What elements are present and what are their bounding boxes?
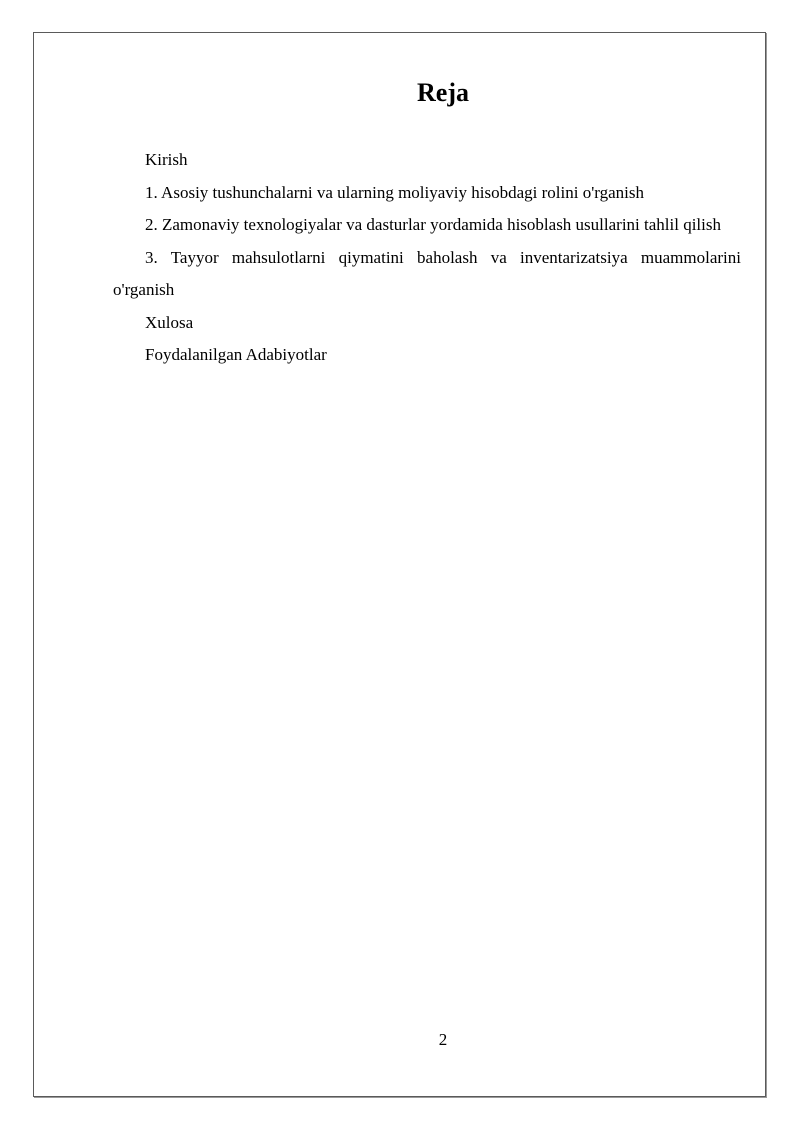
page-title: Reja	[417, 78, 469, 107]
page-number: 2	[438, 1030, 448, 1049]
toc-item-section-3: 3. Tayyor mahsulotlarni qiymatini baholash va inventarizatsiya muammolarini o'rganish	[113, 247, 741, 299]
toc-item-references: Foydalanilgan Adabiyotlar	[145, 345, 327, 364]
toc-item-section-1: 1. Asosiy tushunchalarni va ularning moliyaviy hisobdagi rolini o'rganish	[145, 182, 645, 202]
table-of-contents	[113, 144, 741, 372]
toc-item-section-2: 2. Zamonaviy texnologiyalar va dasturlar yordamida hisoblash usullarini tahlil qilish	[145, 215, 721, 234]
toc-item-introduction: Kirish	[145, 150, 188, 169]
toc-item-conclusion: Xulosa	[145, 312, 194, 332]
